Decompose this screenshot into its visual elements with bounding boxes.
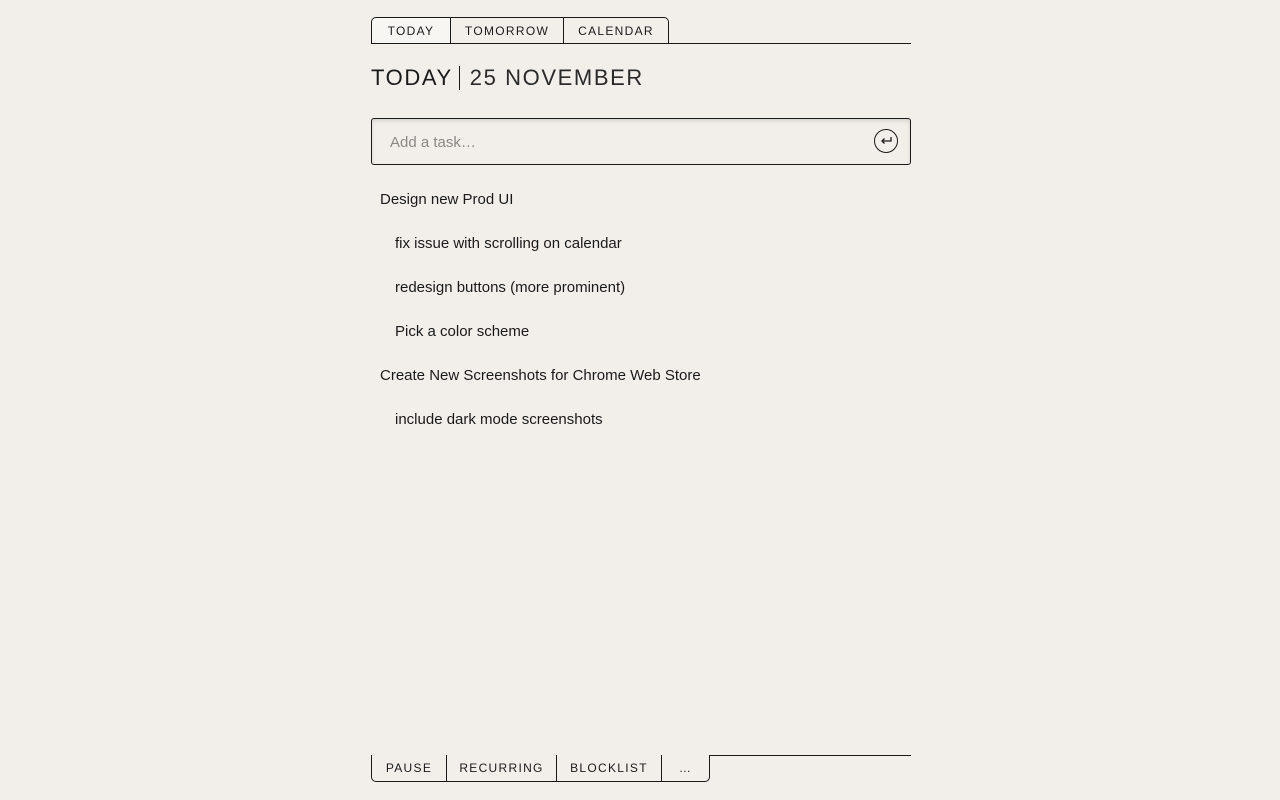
tab-calendar[interactable]: CALENDAR: [564, 17, 669, 44]
page-title-day: TODAY: [371, 64, 453, 90]
tab-today[interactable]: TODAY: [371, 17, 451, 44]
tab-more[interactable]: …: [662, 755, 710, 782]
submit-task-button[interactable]: [874, 129, 898, 153]
task-item[interactable]: Create New Screenshots for Chrome Web Store: [380, 367, 701, 384]
subtask-item[interactable]: Pick a color scheme: [395, 323, 530, 340]
enter-return-icon: [879, 135, 893, 147]
task-list: [371, 178, 911, 442]
subtask-item[interactable]: redesign buttons (more prominent): [395, 279, 626, 296]
top-tab-bar: [371, 17, 669, 44]
page-title: [371, 65, 644, 91]
main-column: [371, 0, 911, 800]
task-item[interactable]: Design new Prod UI: [380, 191, 514, 208]
bottom-tab-bar: [371, 755, 710, 782]
subtask-item[interactable]: include dark mode screenshots: [395, 411, 603, 428]
task-input-box: [371, 118, 911, 165]
tab-recurring[interactable]: RECURRING: [447, 755, 557, 782]
top-divider: [371, 43, 911, 44]
tab-tomorrow[interactable]: TOMORROW: [451, 17, 564, 44]
page-title-date: 25 NOVEMBER: [469, 64, 644, 90]
subtask-item[interactable]: fix issue with scrolling on calendar: [395, 235, 622, 252]
tab-blocklist[interactable]: BLOCKLIST: [557, 755, 662, 782]
tab-pause[interactable]: PAUSE: [371, 755, 447, 782]
task-input[interactable]: [388, 119, 862, 165]
title-separator: [459, 66, 460, 90]
